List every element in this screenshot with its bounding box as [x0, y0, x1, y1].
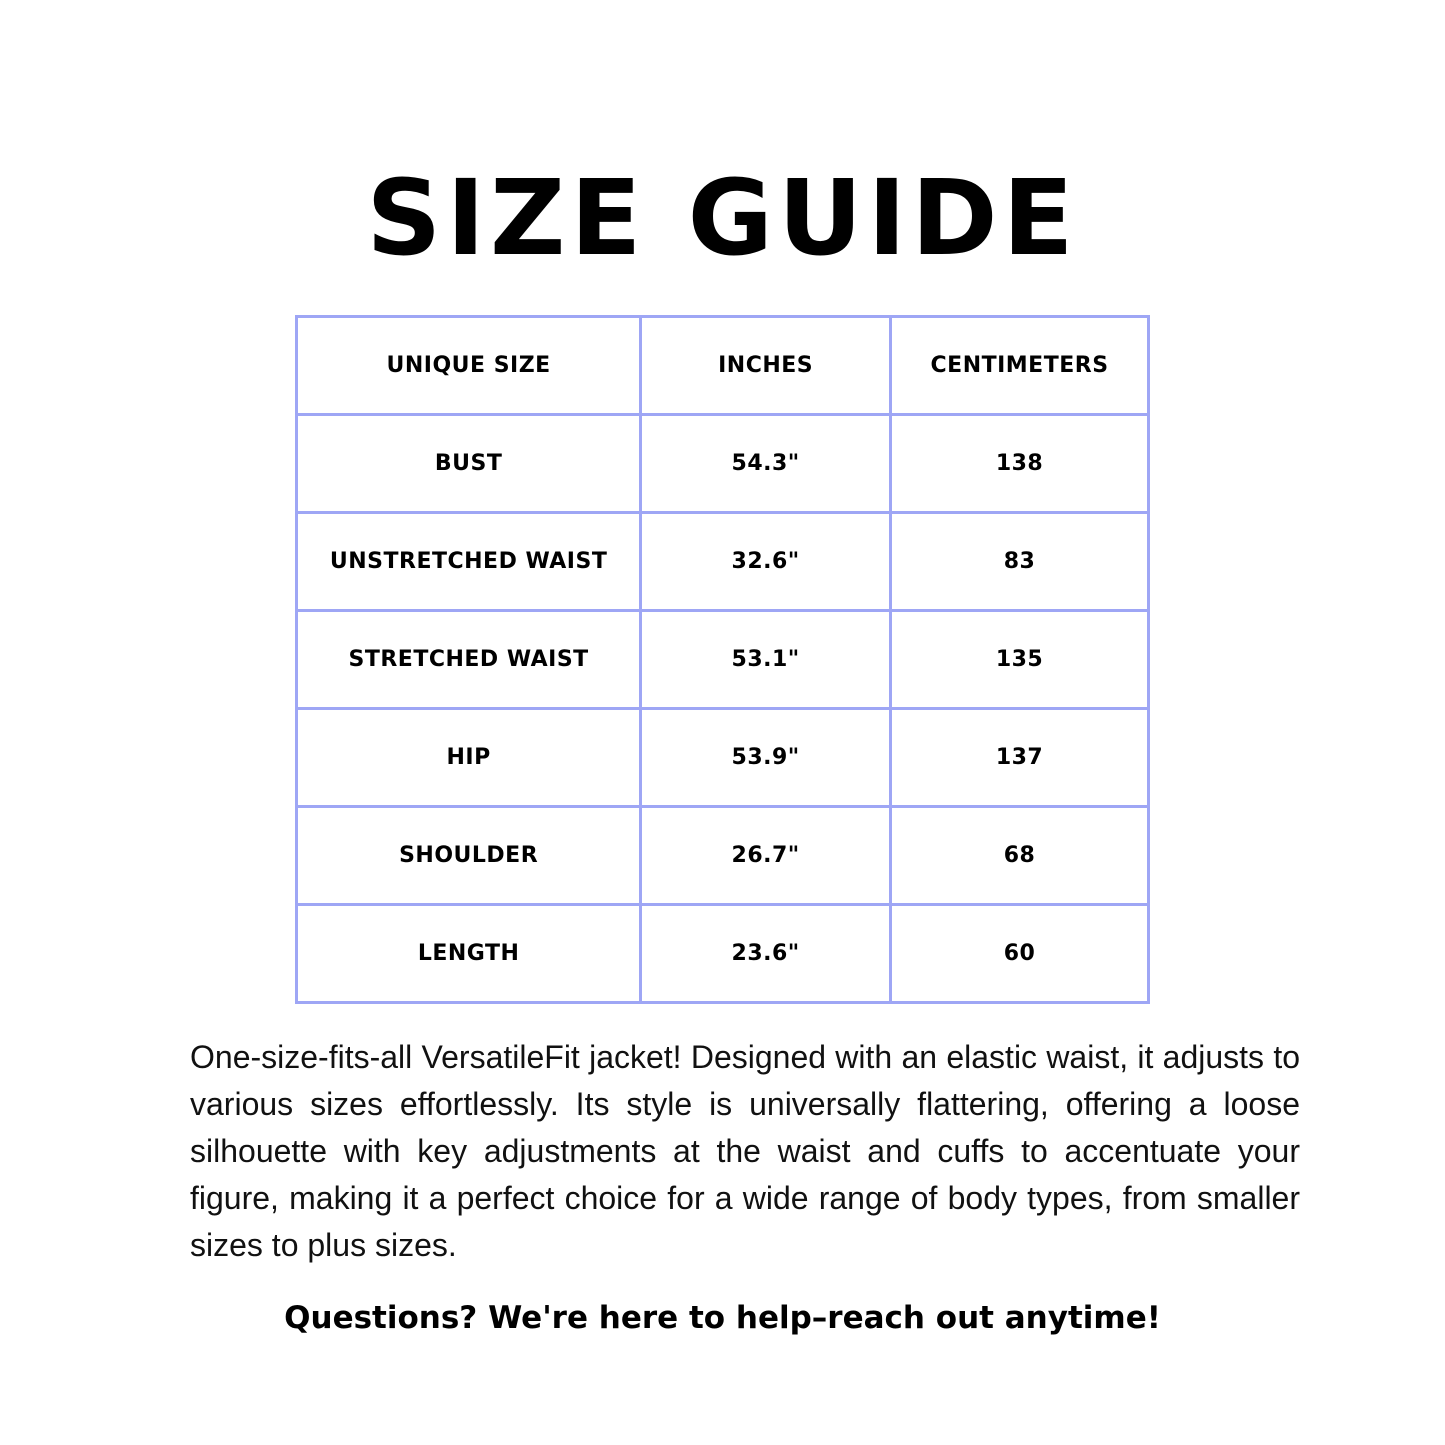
page-title: SIZE GUIDE	[366, 157, 1079, 279]
contact-cta: Questions? We're here to help–reach out anytime!	[284, 1300, 1161, 1336]
row-inches: 53.1"	[641, 611, 891, 709]
row-centimeters: 60	[891, 905, 1149, 1003]
row-centimeters: 135	[891, 611, 1149, 709]
row-label: SHOULDER	[297, 807, 641, 905]
row-label: UNSTRETCHED WAIST	[297, 513, 641, 611]
header-unique-size: UNIQUE SIZE	[297, 317, 641, 415]
row-label: HIP	[297, 709, 641, 807]
row-centimeters: 137	[891, 709, 1149, 807]
row-centimeters: 83	[891, 513, 1149, 611]
row-inches: 23.6"	[641, 905, 891, 1003]
table-row	[297, 611, 1149, 709]
row-label: STRETCHED WAIST	[297, 611, 641, 709]
row-centimeters: 68	[891, 807, 1149, 905]
row-inches: 32.6"	[641, 513, 891, 611]
product-description: One-size-fits-all VersatileFit jacket! Designed with an elastic waist, it adjusts to various sizes effortlessly. Its style is universally flattering, offering a loose silhouette with key adjustments at the waist and cuffs to accentuate your figure, making it a perfect choice for a wide range of body types, from smaller sizes to plus sizes.	[190, 1039, 1300, 1263]
table-row	[297, 415, 1149, 513]
header-centimeters: CENTIMETERS	[891, 317, 1149, 415]
row-inches: 54.3"	[641, 415, 891, 513]
row-inches: 53.9"	[641, 709, 891, 807]
table-header-row	[297, 317, 1149, 415]
row-label: BUST	[297, 415, 641, 513]
row-label: LENGTH	[297, 905, 641, 1003]
table-row	[297, 709, 1149, 807]
row-centimeters: 138	[891, 415, 1149, 513]
table-row	[297, 513, 1149, 611]
header-inches: INCHES	[641, 317, 891, 415]
table-row	[297, 905, 1149, 1003]
size-table	[295, 315, 1150, 1004]
row-inches: 26.7"	[641, 807, 891, 905]
table-row	[297, 807, 1149, 905]
